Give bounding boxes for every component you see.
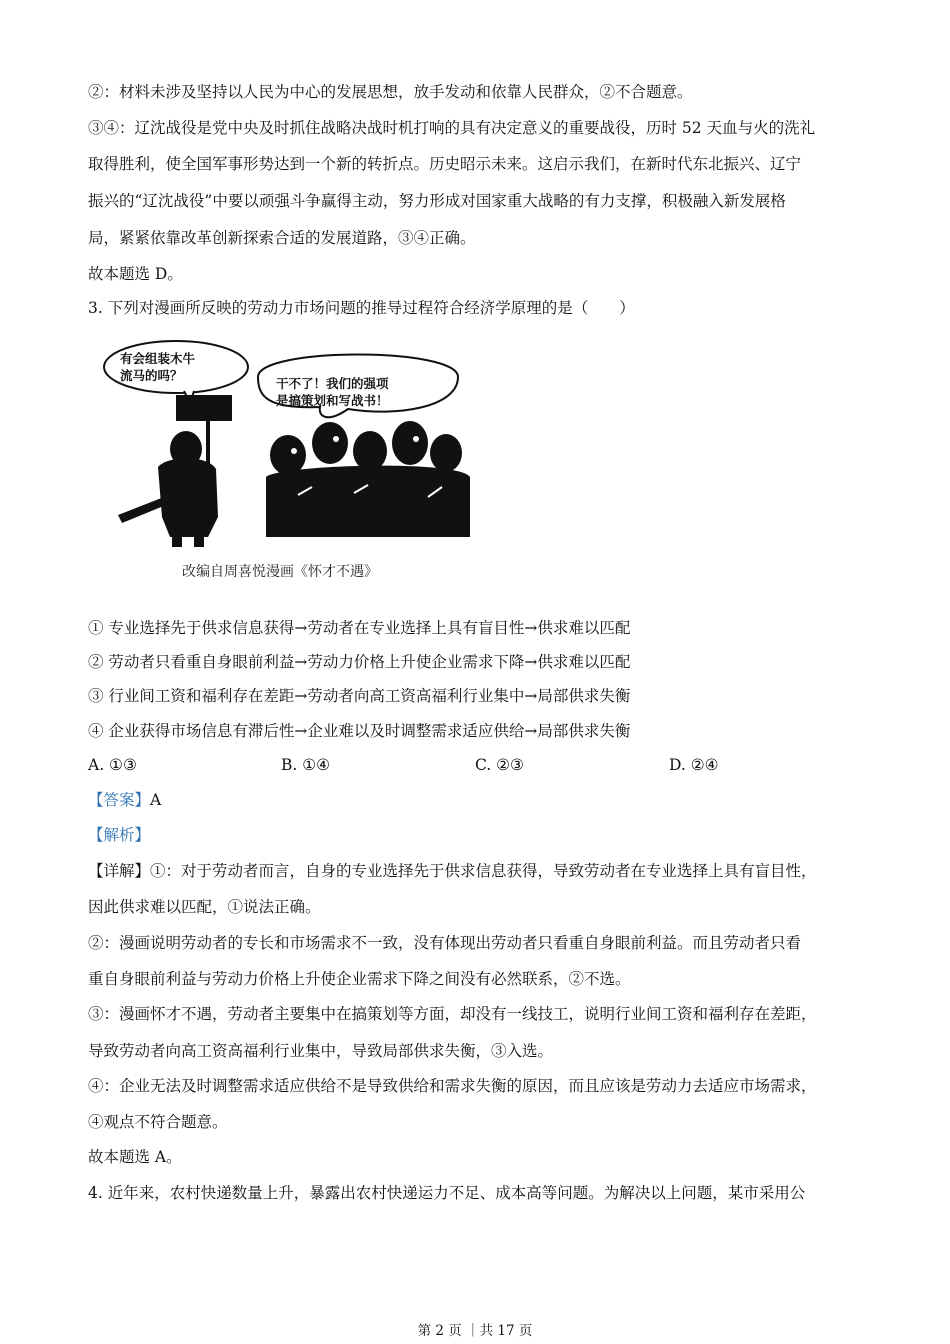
bubble-right-text: 干不了！我们的强项 是搞策划和写战书！ xyxy=(276,376,389,408)
cartoon-caption: 改编自周喜悦漫画《怀才不遇》 xyxy=(182,564,378,580)
option-d: D. ②④ xyxy=(669,756,719,774)
detail-line: 故本题选 A。 xyxy=(88,1148,182,1166)
detail-line: ④：企业无法及时调整需求适应供给不是导致供给和需求失衡的原因，而且应该是劳动力去适应市场需求， xyxy=(88,1077,817,1095)
detail-line: 导致劳动者向高工资高福利行业集中，导致局部供求失衡，③入选。 xyxy=(88,1042,554,1060)
question-4-stem: 4. 近年来，农村快递数量上升，暴露出农村快递运力不足、成本高等问题。为解决以上问题，某市采用公 xyxy=(88,1184,806,1202)
analysis-label: 【解析】 xyxy=(88,826,151,844)
question-3-stem: 3. 下列对漫画所反映的劳动力市场问题的推导过程符合经济学原理的是（ ） xyxy=(88,299,635,317)
detail-text: ①：对于劳动者而言，自身的专业选择先于供求信息获得，导致劳动者在专业选择上具有盲目性， xyxy=(150,862,817,880)
bubble-left-text: 有会组装木牛 流马的吗？ xyxy=(120,351,196,383)
text-line: ③④：辽沈战役是党中央及时抓住战略决战时机打响的具有决定意义的重要战役，历时 52 天血与火的洗礼 xyxy=(88,119,816,137)
text-line: 振兴的“辽沈战役”中要以顽强斗争赢得主动，努力形成对国家重大战略的有力支撑，积极融入新发展格 xyxy=(88,192,786,210)
detail-line: 重自身眼前利益与劳动力价格上升使企业需求下降之间没有必然联系，②不选。 xyxy=(88,970,631,988)
statement-1: ① 专业选择先于供求信息获得→劳动者在专业选择上具有盲目性→供求难以匹配 xyxy=(88,619,631,637)
statement-2: ② 劳动者只看重自身眼前利益→劳动力价格上升使企业需求下降→供求难以匹配 xyxy=(88,653,631,671)
option-a: A. ①③ xyxy=(88,756,137,774)
text-line: 局，紧紧依靠改革创新探索合适的发展道路，③④正确。 xyxy=(88,229,476,247)
cartoon-illustration xyxy=(98,337,478,587)
option-b: B. ①④ xyxy=(281,756,331,774)
text-line: ②：材料未涉及坚持以人民为中心的发展思想，放手发动和依靠人民群众，②不合题意。 xyxy=(88,83,693,101)
detail-line: ③：漫画怀才不遇，劳动者主要集中在搞策划等方面，却没有一线技工，说明行业间工资和福利存在差距， xyxy=(88,1005,817,1023)
detail-line: ④观点不符合题意。 xyxy=(88,1113,228,1131)
detail-label: 【详解】 xyxy=(88,862,151,880)
text-line: 故本题选 D。 xyxy=(88,265,183,283)
option-c: C. ②③ xyxy=(475,756,524,774)
detail-line: 因此供求难以匹配，①说法正确。 xyxy=(88,898,321,916)
text-line: 取得胜利，使全国军事形势达到一个新的转折点。历史昭示未来。这启示我们，在新时代东北振兴、辽宁 xyxy=(88,155,802,173)
statement-4: ④ 企业获得市场信息有滞后性→企业难以及时调整需求适应供给→局部供求失衡 xyxy=(88,722,631,740)
detail-line: ②：漫画说明劳动者的专长和市场需求不一致，没有体现出劳动者只看重自身眼前利益。而且劳动者只看 xyxy=(88,934,802,952)
statement-3: ③ 行业间工资和福利存在差距→劳动者向高工资高福利行业集中→局部供求失衡 xyxy=(88,687,631,705)
answer-line xyxy=(88,789,878,811)
page-footer: 第 2 页 ｜共 17 页 xyxy=(417,1323,533,1339)
detail-line xyxy=(88,860,878,882)
answer-label: 【答案】 xyxy=(88,791,151,809)
answer-value: A xyxy=(150,791,162,809)
